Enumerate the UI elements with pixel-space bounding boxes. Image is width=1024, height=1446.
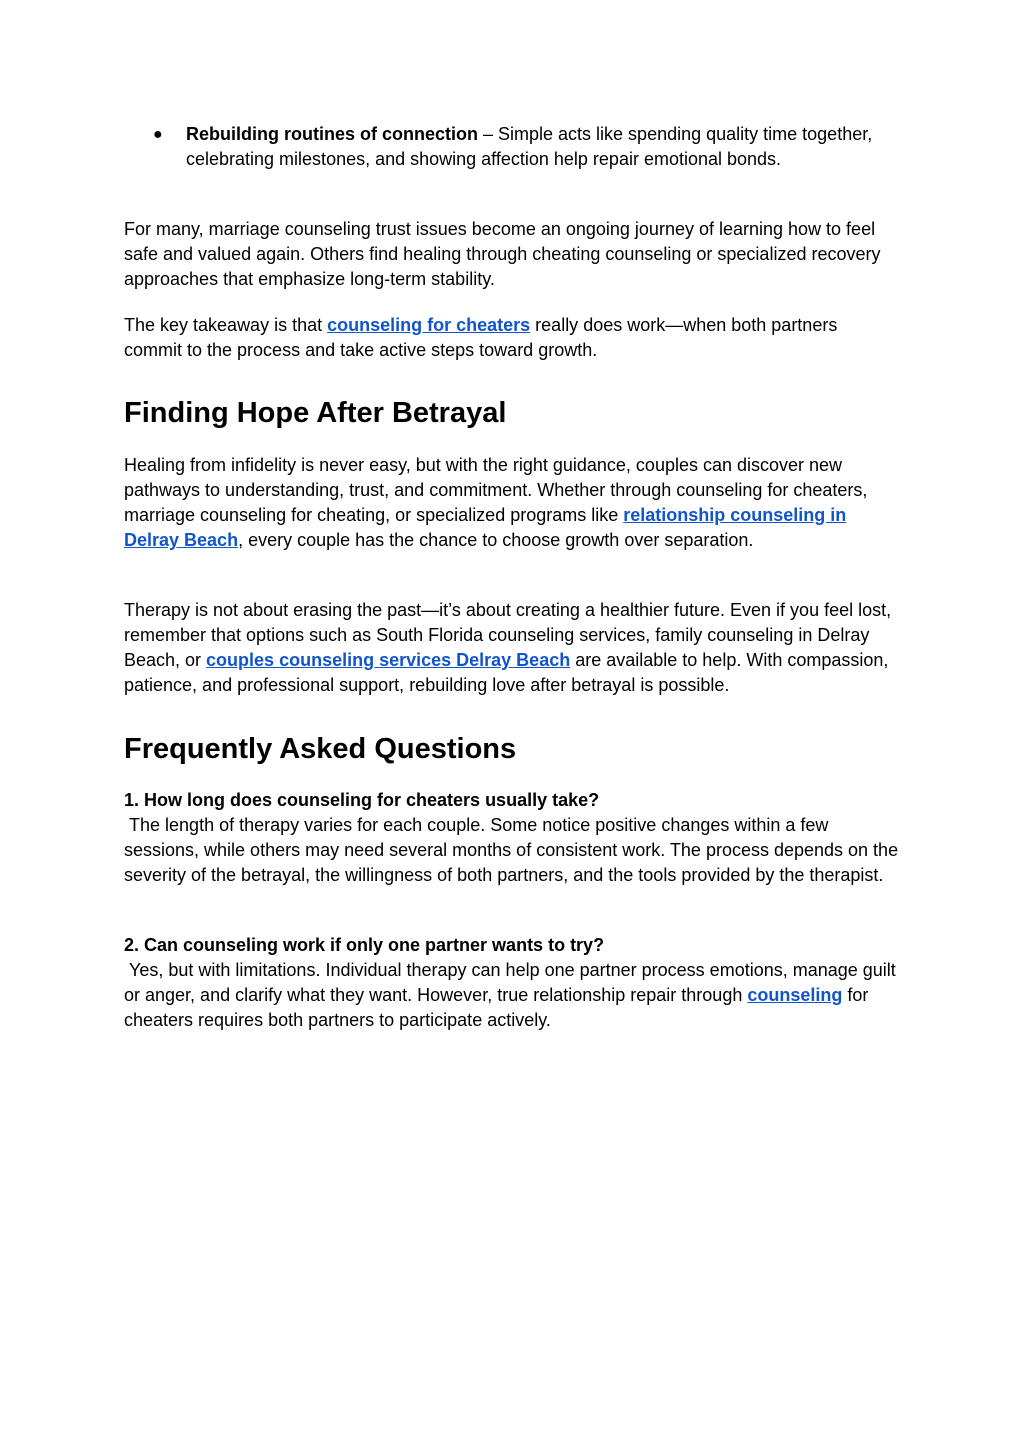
- bullet-text: – Simple acts like spending quality time together, celebrating milestones, and showing affection help repair emotional bonds.: [186, 124, 873, 169]
- text: are available to help. With compassion, patience, and professional support, rebuilding love after betrayal is possible.: [124, 650, 889, 695]
- text: really does work—when both partners commit to the process and take active steps toward growth.: [124, 315, 838, 360]
- faq-answer: [124, 958, 899, 1033]
- paragraph: [124, 598, 899, 698]
- bullet-dot-icon: ●: [153, 126, 163, 143]
- text: for cheaters requires both partners to participate actively.: [124, 985, 874, 1030]
- text: Therapy is not about erasing the past—it’s about creating a healthier future. Even if you feel lost, remember that options such as South Florida counseling services, family counseling in Delray Beach, or: [124, 600, 892, 670]
- question-text: 2. Can counseling work if only one partner wants to try?: [124, 935, 605, 955]
- text: The key takeaway is that: [124, 315, 328, 335]
- bullet-item: [153, 122, 906, 172]
- link-counseling-for-cheaters[interactable]: counseling for cheaters: [327, 315, 531, 335]
- question-text: 1. How long does counseling for cheaters usually take?: [124, 790, 600, 810]
- paragraph: [124, 453, 899, 553]
- paragraph: For many, marriage counseling trust issues become an ongoing journey of learning how to feel safe and valued again. Others find healing through cheating counseling or specialized recovery approaches that emphasize long-term stability.: [124, 219, 881, 289]
- faq-question: [124, 788, 899, 813]
- link-couples-counseling[interactable]: couples counseling services Delray Beach: [206, 650, 571, 670]
- faq-question: [124, 933, 899, 958]
- bullet-title: Rebuilding routines of connection: [186, 124, 478, 144]
- text: , every couple has the chance to choose growth over separation.: [238, 530, 754, 550]
- faq-answer: The length of therapy varies for each couple. Some notice positive changes within a few sessions, while others may need several months of consistent work. The process depends on the severity of the betrayal, the willingness of both partners, and the tools provided by the therapist.: [124, 815, 904, 885]
- link-counseling[interactable]: counseling: [747, 985, 843, 1005]
- heading-faq: Frequently Asked Questions: [124, 733, 517, 765]
- paragraph: [124, 313, 899, 363]
- heading-finding-hope: Finding Hope After Betrayal: [124, 397, 507, 429]
- text: Yes, but with limitations. Individual therapy can help one partner process emotions, manage guilt or anger, and clarify what they want. However, true relationship repair through: [124, 960, 901, 1005]
- link-relationship-counseling[interactable]: relationship counseling in Delray Beach: [124, 505, 847, 550]
- text: Healing from infidelity is never easy, but with the right guidance, couples can discover new pathways to understanding, trust, and commitment. Whether through counseling for cheaters, marriage counseling for cheating, or specialized programs like: [124, 455, 868, 525]
